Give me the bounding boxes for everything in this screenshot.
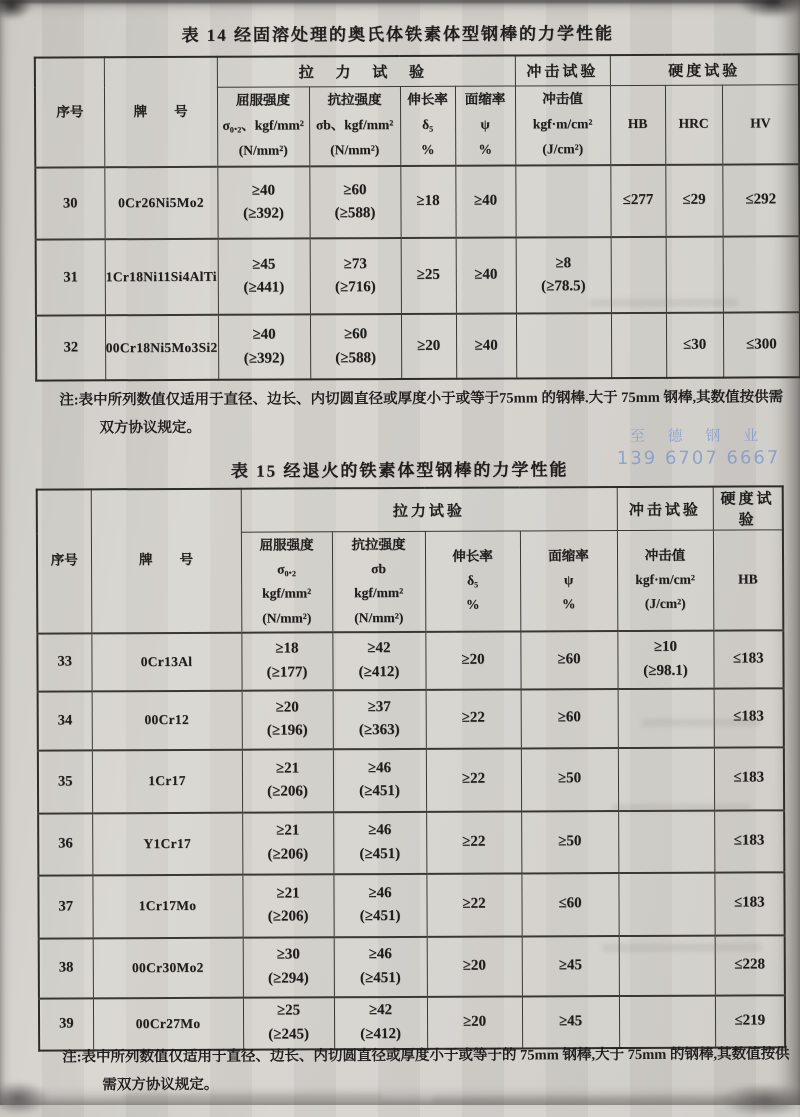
t15-header-hb: HB — [713, 530, 783, 630]
cell-impact — [619, 995, 715, 1047]
t14-group-tensile: 拉 力 试 验 — [217, 55, 515, 86]
cell-hb: ≤183 — [714, 747, 784, 810]
t14-header-hv: HV — [722, 84, 799, 164]
table-14 — [34, 53, 800, 381]
cell-grade: 00Cr27Mo — [93, 997, 243, 1050]
t15-header-elongation: 伸长率 δ₅ % — [425, 531, 520, 631]
cell-yield: ≥40 (≥392) — [217, 166, 309, 238]
cell-grade: 1Cr18Ni11Si4AlTi — [105, 239, 218, 315]
cell-elongation: ≥20 — [427, 996, 522, 1048]
cell-yield: ≥40 (≥392) — [218, 314, 310, 379]
t14-group-hardness: 硬度试验 — [610, 54, 799, 85]
cell-no: 39 — [39, 998, 93, 1050]
cell-hb: ≤183 — [713, 630, 783, 688]
table-15 — [36, 485, 786, 1051]
cell-elongation: ≥25 — [401, 238, 456, 314]
t15-group-tensile: 拉力试验 — [241, 487, 617, 532]
cell-impact: ≥8 (≥78.5) — [516, 237, 611, 313]
cell-hb: ≤183 — [714, 688, 784, 747]
cell-reduction: ≤60 — [521, 873, 618, 936]
cell-hb: ≤183 — [714, 810, 784, 872]
table-row — [36, 236, 800, 315]
cell-elongation: ≥22 — [426, 811, 521, 873]
cell-tensile: ≥60 (≥588) — [310, 314, 401, 379]
t14-header-tensile: 抗拉强度 σb、kgf/mm² (N/mm²) — [309, 86, 400, 166]
cell-tensile: ≥46 (≥451) — [333, 811, 426, 873]
cell-impact — [618, 810, 714, 872]
cell-yield: ≥45 (≥441) — [218, 238, 310, 314]
cell-hb: ≤277 — [610, 165, 665, 237]
cell-reduction: ≥40 — [455, 165, 515, 237]
cell-grade: 1Cr17 — [92, 749, 242, 813]
cell-reduction: ≥45 — [522, 936, 619, 996]
cell-impact — [516, 313, 611, 378]
cell-no: 38 — [39, 938, 93, 998]
t15-group-impact: 冲击试验 — [617, 487, 713, 531]
cell-impact: ≥10 (≥98.1) — [617, 630, 713, 688]
watermark-phone: 139 6707 6667 — [616, 447, 781, 470]
cell-grade: 0Cr13Al — [91, 632, 241, 691]
cell-tensile: ≥46 (≥451) — [333, 873, 426, 936]
cell-no: 37 — [38, 875, 92, 938]
cell-elongation: ≥22 — [426, 748, 521, 811]
cell-tensile: ≥37 (≥363) — [333, 689, 426, 748]
note-line2: 需双方协议规定。 — [102, 1076, 219, 1093]
cell-impact — [618, 688, 714, 747]
t14-header-no: 序号 — [35, 57, 104, 167]
cell-grade: 00Cr18Ni5Mo3Si2 — [105, 315, 218, 380]
cell-hrc — [666, 237, 723, 313]
t14-header-grade: 牌 号 — [104, 57, 217, 167]
cell-grade: Y1Cr17 — [92, 812, 242, 875]
cell-reduction: ≥60 — [520, 631, 617, 689]
t15-header-yield: 屈服强度 σ₀.₂ kgf/mm² (N/mm²) — [241, 532, 332, 632]
cell-no: 33 — [37, 633, 91, 691]
cell-tensile: ≥73 (≥716) — [310, 238, 401, 314]
cell-no: 36 — [38, 813, 92, 875]
t15-header-grade: 牌 号 — [91, 489, 242, 633]
t15-header-tensile: 抗拉强度 σb kgf/mm² (N/mm²) — [332, 531, 425, 631]
cell-grade: 00Cr12 — [92, 690, 242, 750]
t14-header-hrc: HRC — [665, 85, 722, 165]
cell-hb: ≤219 — [715, 995, 785, 1047]
cell-elongation: ≥20 — [427, 936, 522, 996]
table-row — [38, 747, 784, 813]
cell-no: 32 — [36, 315, 105, 380]
cell-hrc: ≤30 — [666, 313, 723, 378]
cell-elongation: ≥20 — [401, 314, 456, 379]
cell-grade: 0Cr26Ni5Mo2 — [104, 167, 217, 239]
cell-tensile: ≥46 (≥451) — [333, 748, 426, 811]
cell-hv — [723, 236, 800, 312]
t14-header-reduction: 面缩率 ψ % — [455, 85, 515, 165]
cell-yield: ≥18 (≥177) — [241, 632, 332, 690]
note-line2: 双方协议规定。 — [99, 419, 201, 436]
cell-hrc: ≤29 — [665, 165, 722, 237]
cell-yield: ≥25 (≥245) — [243, 997, 334, 1049]
table-row — [36, 312, 800, 380]
t15-header-reduction: 面缩率 ψ % — [520, 531, 617, 631]
table-row — [38, 810, 784, 875]
cell-impact — [619, 935, 715, 995]
cell-hv: ≤292 — [722, 164, 799, 236]
cell-yield: ≥21 (≥206) — [242, 812, 333, 874]
cell-yield: ≥20 (≥196) — [242, 690, 333, 749]
t15-header-impact-value: 冲击值 kgf·m/cm² (J/cm²) — [617, 530, 713, 630]
cell-tensile: ≥60 (≥588) — [309, 166, 400, 238]
cell-elongation: ≥20 — [425, 631, 520, 689]
t14-header-impact-value: 冲击值 kgf·m/cm² (J/cm²) — [515, 85, 610, 165]
cell-no: 35 — [38, 750, 92, 813]
table-row — [35, 164, 799, 239]
table-row — [38, 872, 784, 938]
cell-reduction: ≥50 — [521, 811, 618, 873]
cell-yield: ≥21 (≥206) — [242, 749, 333, 812]
cell-reduction: ≥50 — [521, 748, 618, 811]
cell-no: 31 — [36, 239, 105, 315]
cell-grade: 1Cr17Mo — [92, 874, 242, 938]
cell-reduction: ≥60 — [521, 689, 618, 748]
t15-group-hardness: 硬度试验 — [713, 486, 783, 530]
cell-tensile: ≥46 (≥451) — [334, 936, 427, 996]
table-row — [38, 688, 784, 750]
cell-hb — [611, 237, 666, 313]
cell-hb: ≤228 — [715, 935, 785, 995]
cell-impact — [515, 165, 610, 237]
cell-tensile: ≥42 (≥412) — [332, 631, 425, 689]
note-line1: 注:表中所列数值仅适用于直径、边长、内切圆直径或厚度小于或等于75mm 的钢棒.大于 75mm 钢棒,其数值按供需 — [59, 389, 784, 409]
cell-yield: ≥21 (≥206) — [242, 874, 333, 937]
cell-tensile: ≥42 (≥412) — [334, 996, 427, 1048]
table-row — [39, 935, 785, 998]
table-row — [37, 630, 783, 691]
cell-no: 30 — [35, 167, 104, 239]
note-line1: 注:表中所列数值仅适用于直径、边长、内切圆直径或厚度小于或等于的 75mm 钢棒,大于 75mm 的钢棒,其数值按供 — [62, 1046, 790, 1066]
cell-no: 34 — [38, 691, 92, 750]
cell-hb — [611, 313, 666, 378]
table15-note — [62, 1041, 800, 1099]
cell-hv: ≤300 — [723, 312, 800, 377]
t14-header-hb: HB — [610, 85, 665, 165]
cell-reduction: ≥40 — [456, 313, 516, 378]
t14-header-elongation: 伸长率 δ₅ % — [400, 86, 455, 166]
table14-title: 表 14 经固溶处理的奥氏体铁素体型钢棒的力学性能 — [181, 24, 615, 45]
table15-title: 表 15 经退火的铁素体型钢棒的力学性能 — [230, 460, 569, 481]
cell-elongation: ≥18 — [400, 166, 455, 238]
watermark-company: 至 德 钢 业 — [629, 426, 768, 445]
cell-elongation: ≥22 — [426, 689, 521, 748]
cell-elongation: ≥22 — [426, 873, 521, 936]
cell-reduction: ≥40 — [456, 237, 516, 313]
t14-group-impact: 冲击试验 — [515, 55, 610, 85]
cell-impact — [618, 872, 714, 935]
cell-reduction: ≥45 — [522, 996, 619, 1048]
t14-header-yield: 屈服强度 σ₀.₂、kgf/mm² (N/mm²) — [217, 86, 309, 166]
cell-grade: 00Cr30Mo2 — [93, 937, 243, 998]
cell-yield: ≥30 (≥294) — [243, 937, 334, 997]
cell-hb: ≤183 — [714, 872, 784, 935]
cell-impact — [618, 747, 714, 810]
t15-header-no: 序号 — [37, 489, 92, 633]
